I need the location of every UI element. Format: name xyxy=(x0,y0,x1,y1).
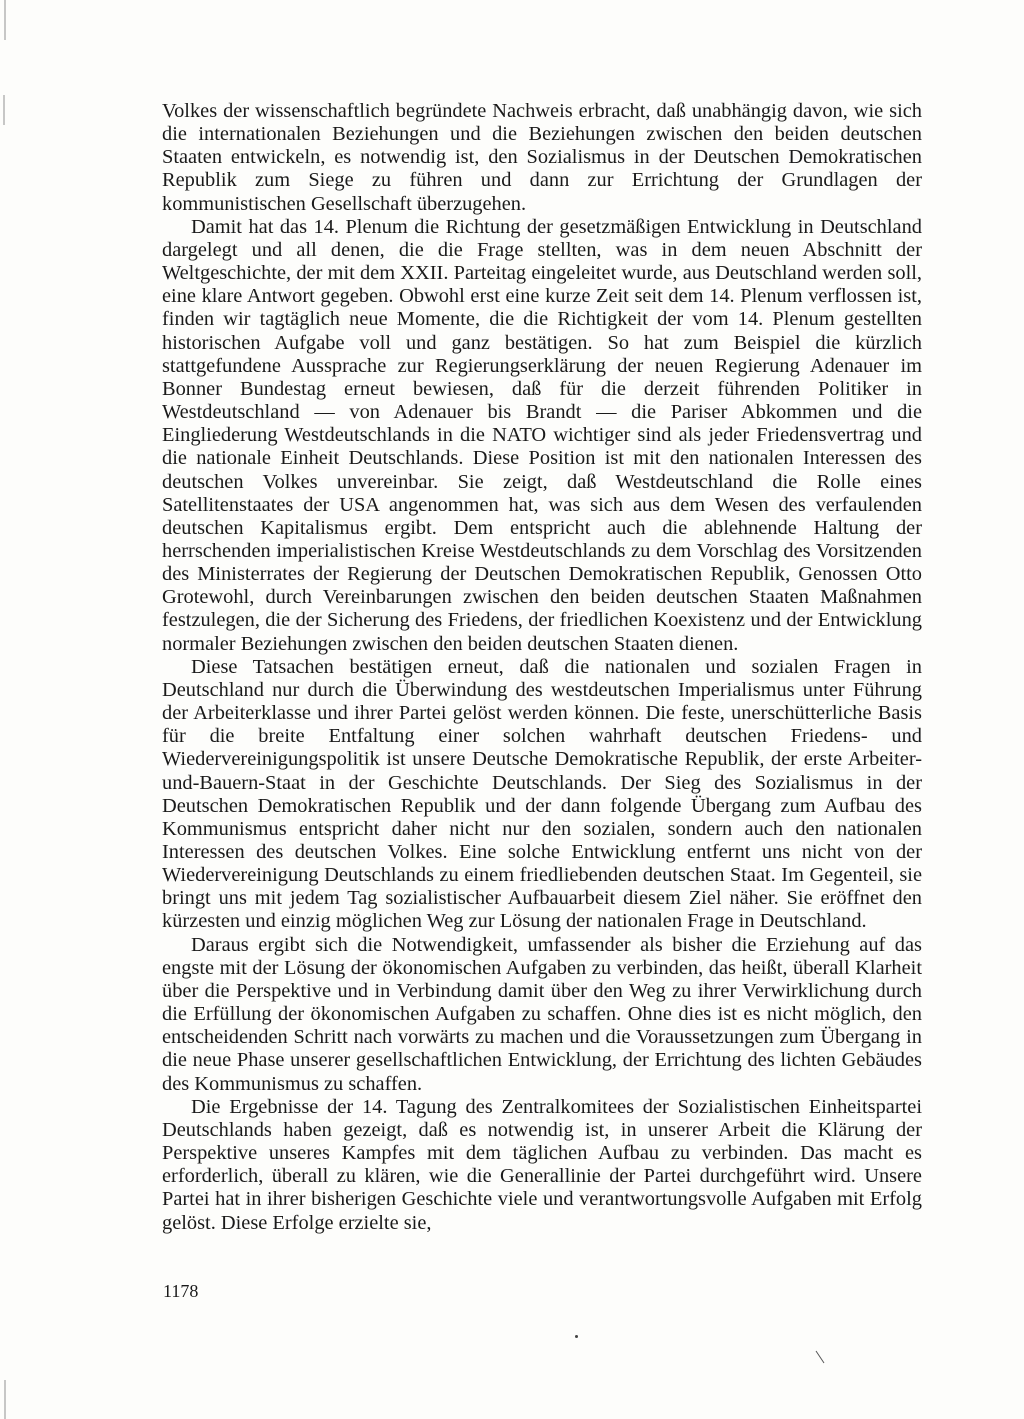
page-edge-shadow-lower xyxy=(4,1380,6,1419)
stray-ink-dot xyxy=(575,1335,578,1338)
page-edge-shadow-top xyxy=(4,0,6,40)
page-number: 1178 xyxy=(163,1281,199,1301)
paragraph-5: Die Ergebnisse der 14. Tagung des Zentralkomitees der Sozialistischen Einheitspartei Deutschlands haben gezeigt, daß es notwendig ist, in unserer Arbeit die Klärung der Perspektive unseres Kampfes mit dem täglichen Aufbau zu verbinden. Das macht es erforderlich, überall zu klären, wie die Generallinie der Partei durchgeführt wird. Unsere Partei hat in ihrer bisherigen Geschichte viele und verantwortungsvolle Aufgaben mit Erfolg gelöst. Diese Erfolge erzielte sie, xyxy=(162,1095,922,1234)
document-body xyxy=(162,100,922,1235)
paragraph-1: Volkes der wissenschaftlich begründete Nachweis erbracht, daß unabhängig davon, wie sich die internationalen Beziehungen und die Beziehungen zwischen den beiden deutschen Staaten entwickeln, es notwendig ist, den Sozialismus in der Deutschen Demokratischen Republik zum Siege zu führen und dann zur Errichtung der Grundlagen der kommunistischen Gesellschaft überzugehen. xyxy=(162,100,922,215)
stray-pencil-mark xyxy=(815,1350,829,1364)
paragraph-2: Damit hat das 14. Plenum die Richtung der gesetzmäßigen Entwicklung in Deutschland dargelegt und all denen, die die Frage stellten, was in dem neuen Abschnitt der Weltgeschichte, der mit dem XXII. Parteitag eingeleitet wurde, aus Deutschland werden soll, eine klare Antwort gegeben. Obwohl erst eine kurze Zeit seit dem 14. Plenum verflossen ist, finden wir tagtäglich neue Momente, die die Richtigkeit der vom 14. Plenum gestellten historischen Aufgabe voll und ganz bestätigen. So hat zum Beispiel die kürzlich stattgefundene Aussprache zur Regierungserklärung der neuen Regierung Adenauer im Bonner Bundestag erneut bewiesen, daß für die derzeit führenden Politiker in Westdeutschland — von Adenauer bis Brandt — die Pariser Abkommen und die Eingliederung Westdeutschlands in die NATO wichtiger sind als jeder Friedensvertrag und die nationale Einheit Deutschlands. Diese Position ist mit den nationalen Interessen des deutschen Volkes unvereinbar. Sie zeigt, daß Westdeutschland die Rolle eines Satellitenstaates der USA angenommen hat, was sich aus dem Wesen des verfaulenden deutschen Kapitalismus ergibt. Dem entspricht auch die ablehnende Haltung der herrschenden imperialistischen Kreise Westdeutschlands zu dem Vorschlag des Vorsitzenden des Ministerrates der Regierung der Deutschen Demokratischen Republik, Genossen Otto Grotewohl, durch Vereinbarungen zwischen den beiden deutschen Staaten Maßnahmen festzulegen, die der Sicherung des Friedens, der friedlichen Koexistenz und der Entwicklung normaler Beziehungen zwischen den beiden deutschen Staaten dienen. xyxy=(162,215,922,655)
paragraph-4: Daraus ergibt sich die Notwendigkeit, umfassender als bisher die Erziehung auf das engste mit der Lösung der ökonomischen Aufgaben zu verbinden, das heißt, überall Klarheit über die Perspektive und in Verbindung damit über den Weg zu ihrer Verwirklichung durch die Erfüllung der ökonomischen Aufgaben zu schaffen. Ohne dies ist es nicht möglich, den entscheidenden Schritt nach vorwärts zu machen und die Voraussetzungen zum Übergang in die neue Phase unserer gesellschaftlichen Entwicklung, der Errichtung des lichten Gebäudes des Kommunismus zu schaffen. xyxy=(162,933,922,1095)
paragraph-3: Diese Tatsachen bestätigen erneut, daß die nationalen und sozialen Fragen in Deutschland nur durch die Überwindung des westdeutschen Imperialismus unter Führung der Arbeiterklasse und ihrer Partei gelöst werden können. Die feste, unerschütterliche Basis für die breite Entfaltung einer solchen wahrhaft deutschen Friedens- und Wiedervereinigungspolitik ist unsere Deutsche Demokratische Republik, der erste Arbeiter-und-Bauern-Staat in der Geschichte Deutschlands. Der Sieg des Sozialismus in der Deutschen Demokratischen Republik und der dann folgende Übergang zum Aufbau des Kommunismus entspricht daher nicht nur den sozialen, sondern auch den nationalen Interessen des deutschen Volkes. Eine solche Entwicklung entfernt uns nicht von der Wiedervereinigung Deutschlands zu einem friedliebenden deutschen Staat. Im Gegenteil, sie bringt uns mit jedem Tag sozialistischer Aufbauarbeit diesem Ziel näher. Sie eröffnet den kürzesten und einzig möglichen Weg zur Lösung der nationalen Frage in Deutschland. xyxy=(162,655,922,933)
page-edge-shadow-upper xyxy=(3,95,5,125)
